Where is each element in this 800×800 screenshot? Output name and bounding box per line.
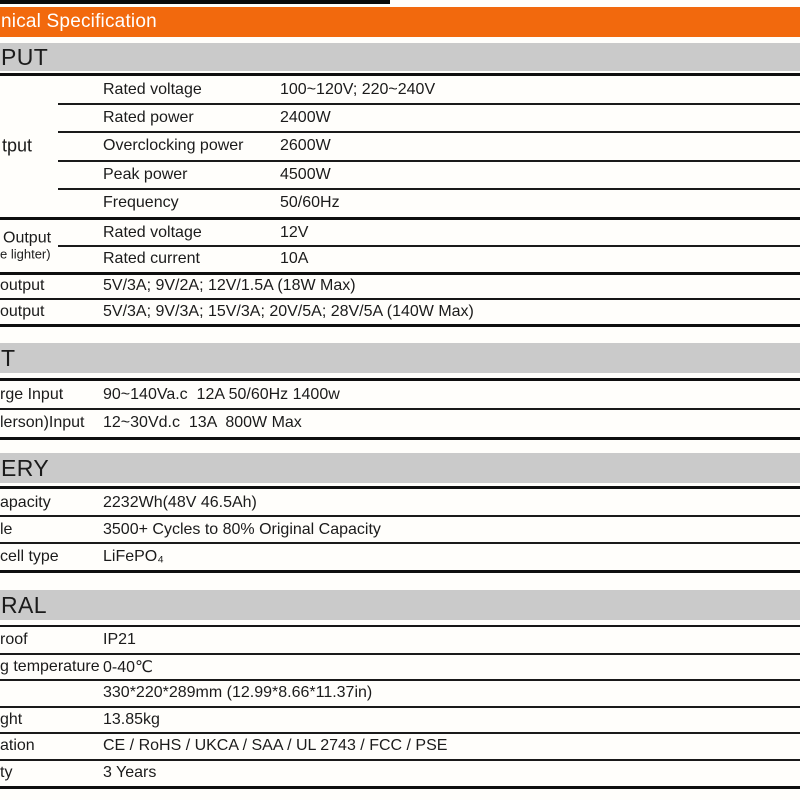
row-label: Rated power [103, 109, 194, 127]
section-header-battery [0, 453, 800, 483]
row-value: 2400W [280, 109, 331, 127]
row-label: Frequency [103, 193, 179, 211]
output-table [0, 73, 800, 327]
row-label: Overclocking power [103, 137, 244, 155]
row-divider [58, 103, 800, 105]
row-value: 100~120V; 220~240V [280, 81, 436, 99]
row-divider [0, 653, 800, 655]
row-value: IP21 [103, 631, 136, 649]
row-divider [0, 706, 800, 708]
row-label: Peak power [103, 165, 188, 183]
general-table [0, 625, 800, 789]
row-label: ation [0, 737, 35, 755]
table-row [0, 543, 800, 570]
row-label: le [0, 520, 13, 538]
usb-c-output-row [0, 298, 800, 327]
battery-table [0, 486, 800, 573]
table-row [0, 220, 800, 246]
car-output-label-line2: e lighter) [0, 246, 51, 262]
section-header-battery-label: ERY [1, 454, 50, 481]
row-value: LiFePO₄ [103, 547, 164, 565]
row-divider [0, 679, 800, 681]
row-label: rge Input [0, 386, 64, 403]
row-divider [58, 160, 800, 162]
table-row [0, 489, 800, 516]
table-row [0, 161, 800, 189]
top-crop-black-bar [0, 0, 390, 4]
row-value: 10A [280, 249, 309, 267]
row-value: 0-40℃ [103, 658, 153, 676]
row-value: 4500W [280, 165, 331, 183]
row-value: 13.85kg [103, 710, 160, 728]
row-label: g temperature [0, 657, 100, 675]
page-title: nical Specification [1, 11, 157, 32]
row-label: ty [0, 763, 13, 781]
row-divider [0, 759, 800, 761]
row-divider [0, 515, 800, 517]
usb-a-output-row [0, 272, 800, 298]
row-value: 2232Wh(48V 46.5Ah) [103, 493, 257, 511]
row-label: cell type [0, 547, 59, 565]
row-value: 5V/3A; 9V/3A; 15V/3A; 20V/5A; 28V/5A (140W Max) [103, 302, 474, 320]
row-value: CE / RoHS / UKCA / SAA / UL 2743 / FCC / PSE [103, 737, 448, 755]
table-row [0, 381, 800, 409]
table-row [0, 760, 800, 787]
section-header-general-label: RAL [1, 591, 47, 618]
row-value: 3500+ Cycles to 80% Original Capacity [103, 520, 381, 538]
row-label: ght [0, 710, 23, 728]
row-divider [0, 408, 800, 410]
row-label: lerson)Input [0, 414, 85, 431]
row-divider [58, 245, 800, 247]
row-value: 50/60Hz [280, 193, 340, 211]
row-value: 5V/3A; 9V/2A; 12V/1.5A (18W Max) [103, 277, 356, 295]
row-label: output [0, 277, 45, 295]
row-label: output [0, 302, 45, 320]
row-label: roof [0, 631, 28, 649]
table-row [0, 76, 800, 104]
row-divider [0, 542, 800, 544]
row-value: 2600W [280, 137, 331, 155]
row-label: apacity [0, 493, 51, 511]
table-row [0, 733, 800, 760]
table-row [0, 104, 800, 132]
title-bar [0, 7, 800, 37]
car-output-group [0, 217, 800, 272]
row-value: 90~140Va.c 12A 50/60Hz 1400w [103, 386, 340, 403]
table-row [0, 132, 800, 160]
section-header-input [0, 343, 800, 373]
table-row [0, 680, 800, 707]
row-label: Rated voltage [103, 81, 202, 99]
row-value: 3 Years [103, 763, 157, 781]
section-header-input-label: T [1, 344, 16, 371]
row-value: 12V [280, 223, 309, 241]
table-row [0, 409, 800, 437]
car-output-label-line1: Output [3, 229, 52, 247]
input-table [0, 378, 800, 440]
row-value: 330*220*289mm (12.99*8.66*11.37in) [103, 684, 373, 702]
row-divider [58, 188, 800, 190]
section-header-general [0, 590, 800, 620]
table-row [0, 654, 800, 681]
row-label: Rated current [103, 249, 200, 267]
table-row [0, 707, 800, 734]
section-header-output-label: PUT [1, 43, 49, 70]
section-header-output [0, 43, 800, 71]
table-row [0, 246, 800, 272]
row-label: Rated voltage [103, 223, 202, 241]
row-divider [0, 732, 800, 734]
ac-output-group [0, 73, 800, 217]
table-row [0, 627, 800, 654]
row-value: 12~30Vd.c 13A 800W Max [103, 414, 302, 431]
ac-output-group-label: tput [2, 135, 33, 156]
table-row [0, 516, 800, 543]
table-row [0, 189, 800, 217]
row-divider [58, 131, 800, 133]
